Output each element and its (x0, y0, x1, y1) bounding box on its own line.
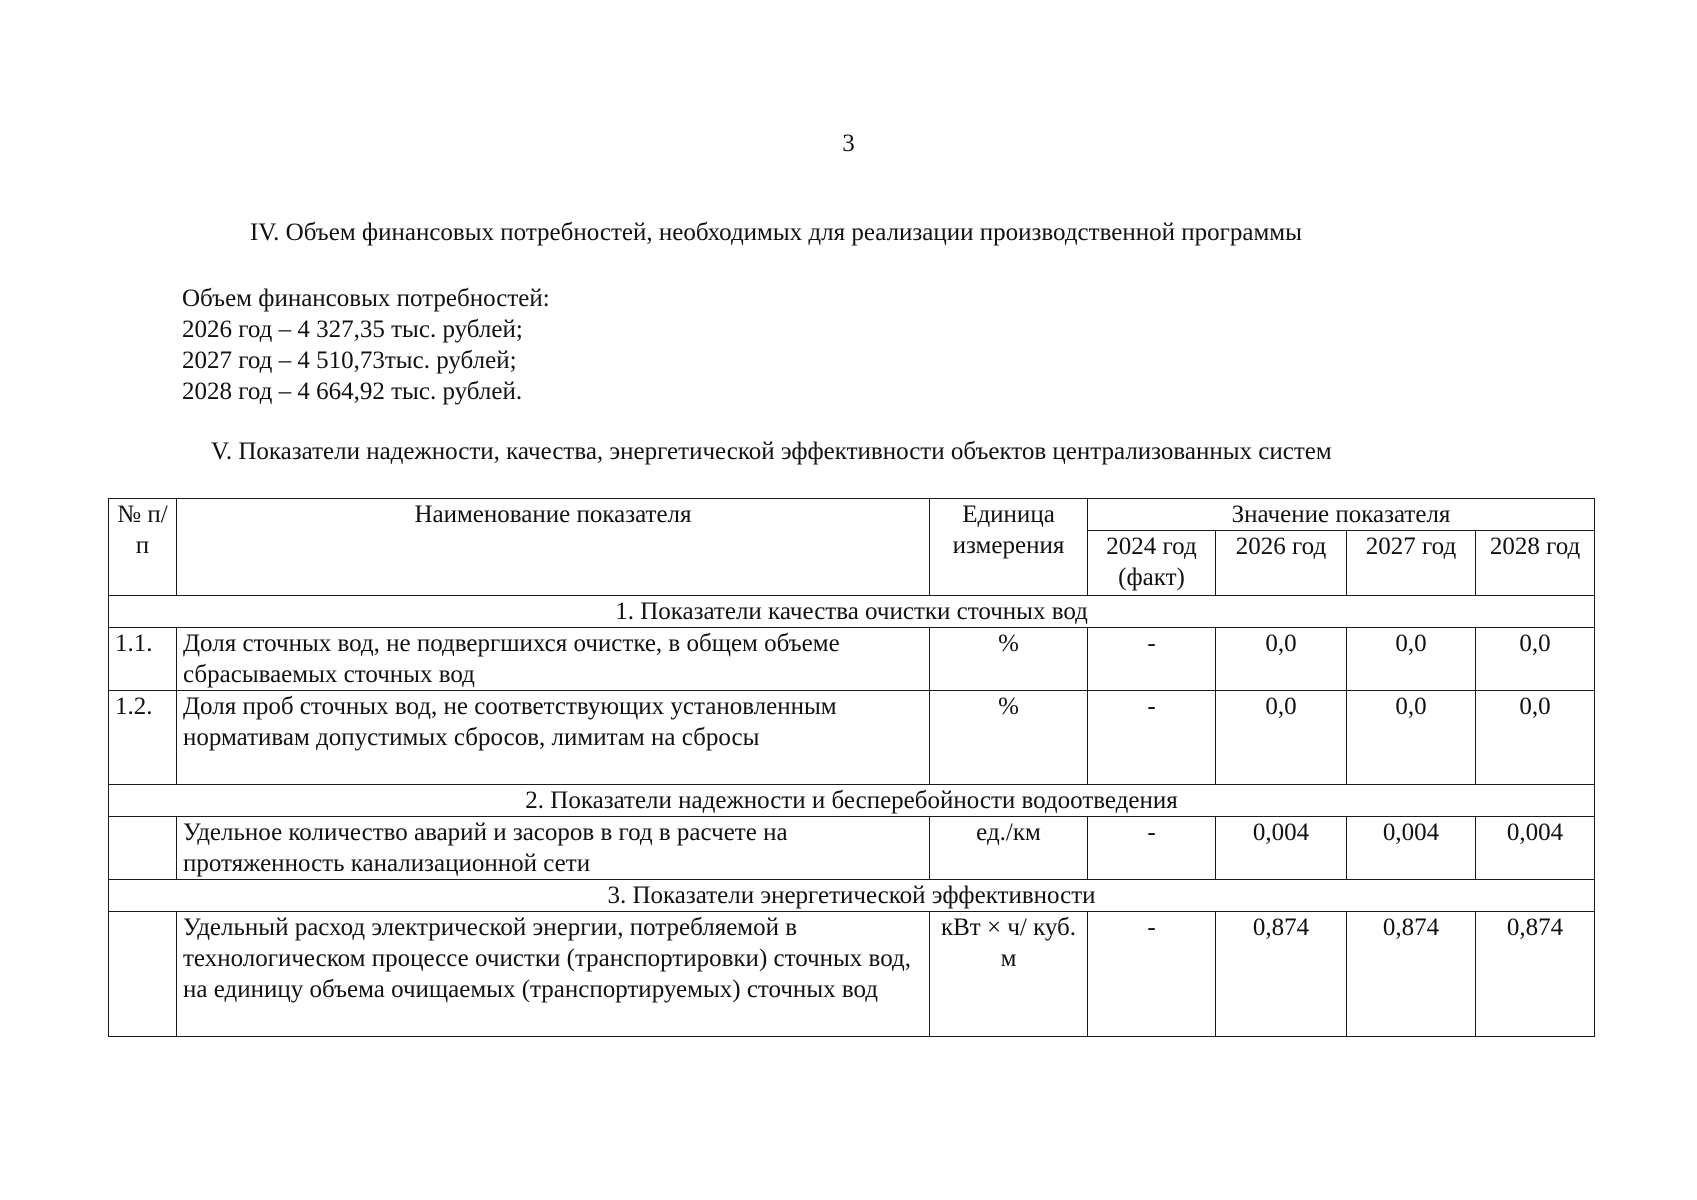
financial-needs-2028: 2028 год – 4 664,92 тыс. рублей. (182, 378, 523, 405)
row-value-2026: 0,004 (1216, 817, 1347, 880)
financial-needs-2027: 2027 год – 4 510,73тыс. рублей; (182, 347, 517, 374)
row-unit: % (930, 691, 1088, 785)
row-unit: % (930, 628, 1088, 691)
table-header-row (109, 499, 1595, 531)
header-year-2024: 2024 год (факт) (1088, 531, 1216, 596)
financial-needs-heading: Объем финансовых потребностей: (182, 285, 550, 312)
table-row (109, 628, 1595, 691)
section-row (109, 880, 1595, 912)
header-year-2028: 2028 год (1476, 531, 1595, 596)
row-name: Доля проб сточных вод, не соответствующих установленным нормативам допустимых сбросов, лимитам на сбросы (177, 691, 930, 785)
row-value-2024: - (1088, 912, 1216, 1037)
table-row (109, 691, 1595, 785)
section-title-energy: 3. Показатели энергетической эффективности (109, 880, 1595, 912)
financial-needs-block (182, 283, 550, 407)
row-value-2024: - (1088, 628, 1216, 691)
financial-needs-2026: 2026 год – 4 327,35 тыс. рублей; (182, 316, 523, 343)
row-num: 1.1. (109, 628, 177, 691)
header-year-2026: 2026 год (1216, 531, 1347, 596)
header-value-group: Значение показателя (1088, 499, 1595, 531)
table-row (109, 817, 1595, 880)
header-name: Наименование показателя (177, 499, 930, 596)
row-value-2024: - (1088, 817, 1216, 880)
table-row (109, 912, 1595, 1037)
row-unit: кВт × ч/ куб. м (930, 912, 1088, 1037)
row-value-2026: 0,874 (1216, 912, 1347, 1037)
row-value-2028: 0,0 (1476, 691, 1595, 785)
row-name: Доля сточных вод, не подвергшихся очистке, в общем объеме сбрасываемых сточных вод (177, 628, 930, 691)
row-value-2028: 0,874 (1476, 912, 1595, 1037)
section-5-title: V. Показатели надежности, качества, энергетической эффективности объектов централизованных систем (211, 438, 1332, 465)
row-value-2027: 0,004 (1347, 817, 1476, 880)
section-title-reliability: 2. Показатели надежности и бесперебойности водоотведения (109, 785, 1595, 817)
row-num: 1.2. (109, 691, 177, 785)
section-row (109, 596, 1595, 628)
row-num (109, 912, 177, 1037)
section-row (109, 785, 1595, 817)
row-num (109, 817, 177, 880)
row-name: Удельный расход электрической энергии, потребляемой в технологическом процессе очистки (транспортировки) сточных вод, на единицу объема очищаемых (транспортируемых) сточных вод (177, 912, 930, 1037)
indicators-table (108, 498, 1595, 1037)
row-value-2028: 0,004 (1476, 817, 1595, 880)
section-title-quality: 1. Показатели качества очистки сточных вод (109, 596, 1595, 628)
page-number: 3 (842, 130, 855, 157)
row-value-2024: - (1088, 691, 1216, 785)
row-name: Удельное количество аварий и засоров в год в расчете на протяженность канализационной сети (177, 817, 930, 880)
row-value-2027: 0,0 (1347, 628, 1476, 691)
row-value-2026: 0,0 (1216, 691, 1347, 785)
header-year-2027: 2027 год (1347, 531, 1476, 596)
row-value-2027: 0,0 (1347, 691, 1476, 785)
header-num: № п/п (109, 499, 177, 596)
header-unit: Единица измерения (930, 499, 1088, 596)
section-4-title: IV. Объем финансовых потребностей, необходимых для реализации производственной программы (250, 219, 1302, 246)
row-value-2028: 0,0 (1476, 628, 1595, 691)
row-value-2026: 0,0 (1216, 628, 1347, 691)
row-unit: ед./км (930, 817, 1088, 880)
row-value-2027: 0,874 (1347, 912, 1476, 1037)
